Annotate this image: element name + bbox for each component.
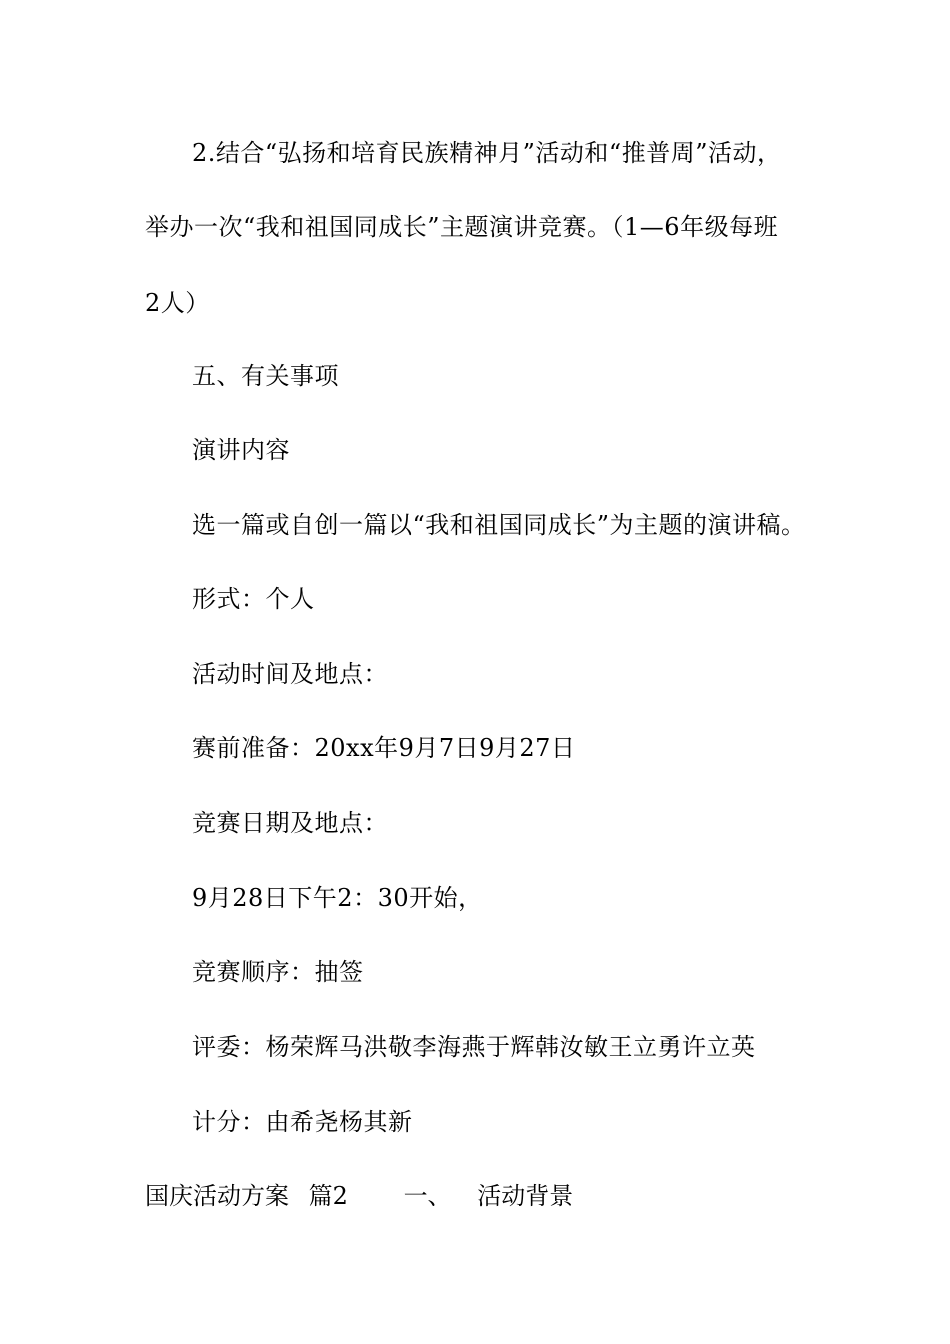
section-title: 活动背景: [477, 1182, 574, 1210]
paragraph-line: 竞赛日期及地点：: [192, 809, 388, 837]
article-part: 篇2: [308, 1182, 348, 1210]
paragraph-line: 选一篇或自创一篇以“我和祖国同成长”为主题的演讲稿。: [192, 511, 806, 539]
paragraph-line: 计分：由希尧杨其新: [192, 1108, 413, 1136]
paragraph-line: 赛前准备：20xx年9月7日9月27日: [192, 734, 576, 762]
paragraph-line: 活动时间及地点：: [192, 660, 388, 688]
paragraph-line: 9月28日下午2：30开始，: [192, 884, 483, 912]
article-title: 国庆活动方案: [145, 1182, 289, 1210]
paragraph-line: 形式：个人: [192, 585, 315, 613]
article-heading: [145, 1181, 573, 1211]
paragraph-line: 演讲内容: [192, 436, 290, 464]
paragraph-line: 竞赛顺序：抽签: [192, 958, 364, 986]
paragraph-line: 举办一次“我和祖国同成长”主题演讲竞赛。（1—6年级每班: [145, 213, 779, 241]
section-number: 一、: [403, 1182, 452, 1210]
paragraph-line: 评委：杨荣辉马洪敬李海燕于辉韩汝敏王立勇许立英: [192, 1033, 756, 1061]
paragraph-line: 2.结合“弘扬和培育民族精神月”活动和“推普周”活动，: [192, 139, 782, 167]
section-heading: 五、有关事项: [192, 362, 339, 390]
paragraph-line: 2人）: [145, 289, 210, 317]
